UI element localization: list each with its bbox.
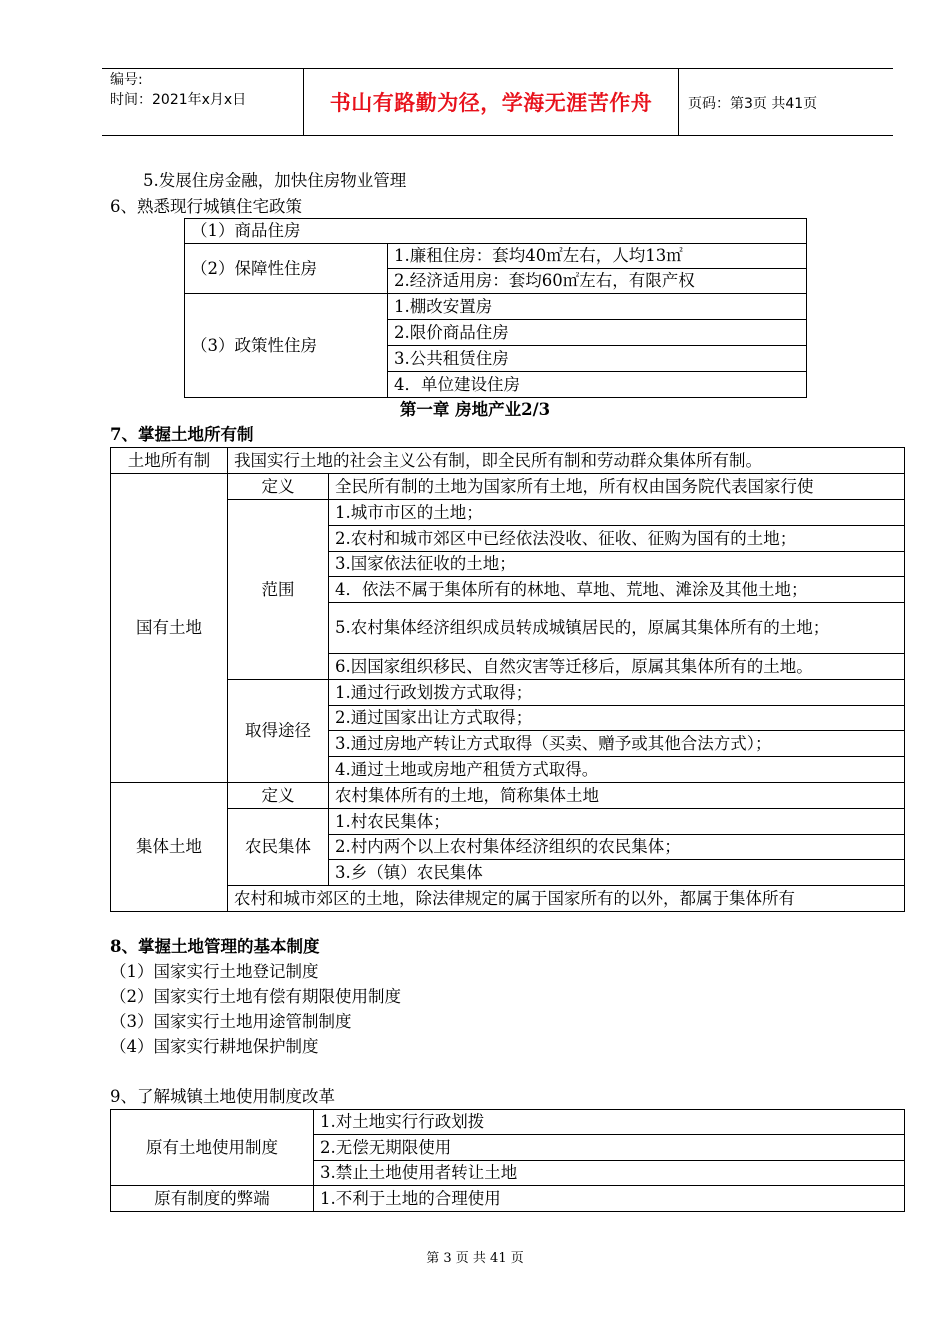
table-cell: 4．依法不属于集体所有的林地、草地、荒地、滩涂及其他土地； (329, 577, 905, 603)
land-ownership-table (110, 447, 905, 912)
header-page-label: 页码：第3页 共41页 (688, 96, 818, 112)
list-item: （1）国家实行土地登记制度 (110, 962, 319, 981)
table-cell: 5.农村集体经济组织成员转成城镇居民的，原属其集体所有的土地； (329, 603, 905, 654)
table-cell: （3）政策性住房 (185, 294, 388, 398)
table-cell: 2.通过国家出让方式取得； (329, 706, 905, 731)
table-cell: 我国实行土地的社会主义公有制，即全民所有制和劳动群众集体所有制。 (228, 448, 905, 474)
list-item: （2）国家实行土地有偿有期限使用制度 (110, 987, 401, 1006)
section-heading: 9、了解城镇土地使用制度改革 (110, 1087, 335, 1106)
table-cell: 1.不利于土地的合理使用 (314, 1186, 905, 1212)
table-cell: 农村和城市郊区的土地，除法律规定的属于国家所有的以外，都属于集体所有 (228, 886, 905, 912)
table-cell: 原有制度的弊端 (111, 1186, 314, 1212)
page-footer: 第 3 页 共 41 页 (426, 1251, 524, 1266)
table-cell: 6.因国家组织移民、自然灾害等迁移后，原属其集体所有的土地。 (329, 654, 905, 680)
table-cell: 国有土地 (111, 474, 228, 783)
table-cell: 定义 (228, 474, 329, 500)
housing-policy-table (184, 218, 807, 398)
table-cell: （1）商品住房 (185, 219, 807, 244)
list-item: （4）国家实行耕地保护制度 (110, 1037, 319, 1056)
header-number-label: 编号: (110, 72, 143, 88)
header-time-label: 时间：2021年x月x日 (110, 92, 247, 108)
table-cell: 3.国家依法征收的土地； (329, 552, 905, 577)
table-cell: 土地所有制 (111, 448, 228, 474)
table-cell: 2.限价商品住房 (388, 320, 807, 346)
table-cell: 1.通过行政划拨方式取得； (329, 680, 905, 706)
table-cell: 取得途径 (228, 680, 329, 783)
table-cell: 农民集体 (228, 809, 329, 886)
table-cell: 1.廉租住房：套均40㎡左右，人均13㎡ (388, 244, 807, 269)
table-cell: 1.棚改安置房 (388, 294, 807, 320)
table-cell: 3.公共租赁住房 (388, 346, 807, 372)
table-cell: 范围 (228, 500, 329, 680)
section-heading: 8、掌握土地管理的基本制度 (110, 937, 320, 956)
table-cell: 2.经济适用房：套均60㎡左右，有限产权 (388, 269, 807, 294)
table-cell: 1.城市市区的土地； (329, 500, 905, 526)
table-cell: 3.乡（镇）农民集体 (329, 860, 905, 886)
list-item: 5.发展住房金融，加快住房物业管理 (143, 171, 407, 190)
table-cell: 3.禁止土地使用者转让土地 (314, 1161, 905, 1186)
chapter-heading: 第一章 房地产业2/3 (399, 400, 551, 419)
header-motto: 书山有路勤为径，学海无涯苦作舟 (329, 91, 653, 115)
table-cell: 1.对土地实行行政划拨 (314, 1110, 905, 1135)
section-heading: 7、掌握土地所有制 (110, 425, 254, 444)
table-cell: 1.村农民集体； (329, 809, 905, 835)
table-cell: 全民所有制的土地为国家所有土地，所有权由国务院代表国家行使 (329, 474, 905, 500)
table-cell: 4．单位建设住房 (388, 372, 807, 398)
table-cell: 3.通过房地产转让方式取得（买卖、赠予或其他合法方式）； (329, 731, 905, 757)
section-heading: 6、熟悉现行城镇住宅政策 (110, 197, 302, 216)
table-cell: 2.无偿无期限使用 (314, 1135, 905, 1161)
header-divider (678, 68, 679, 136)
table-cell: 4.通过土地或房地产租赁方式取得。 (329, 757, 905, 783)
table-cell: 定义 (228, 783, 329, 809)
list-item: （3）国家实行土地用途管制制度 (110, 1012, 352, 1031)
land-reform-table (110, 1109, 905, 1212)
table-cell: 2.农村和城市郊区中已经依法没收、征收、征购为国有的土地； (329, 526, 905, 552)
table-cell: 2.村内两个以上农村集体经济组织的农民集体； (329, 835, 905, 860)
table-cell: 集体土地 (111, 783, 228, 912)
table-cell: 农村集体所有的土地，简称集体土地 (329, 783, 905, 809)
table-cell: （2）保障性住房 (185, 244, 388, 294)
table-cell: 原有土地使用制度 (111, 1110, 314, 1186)
